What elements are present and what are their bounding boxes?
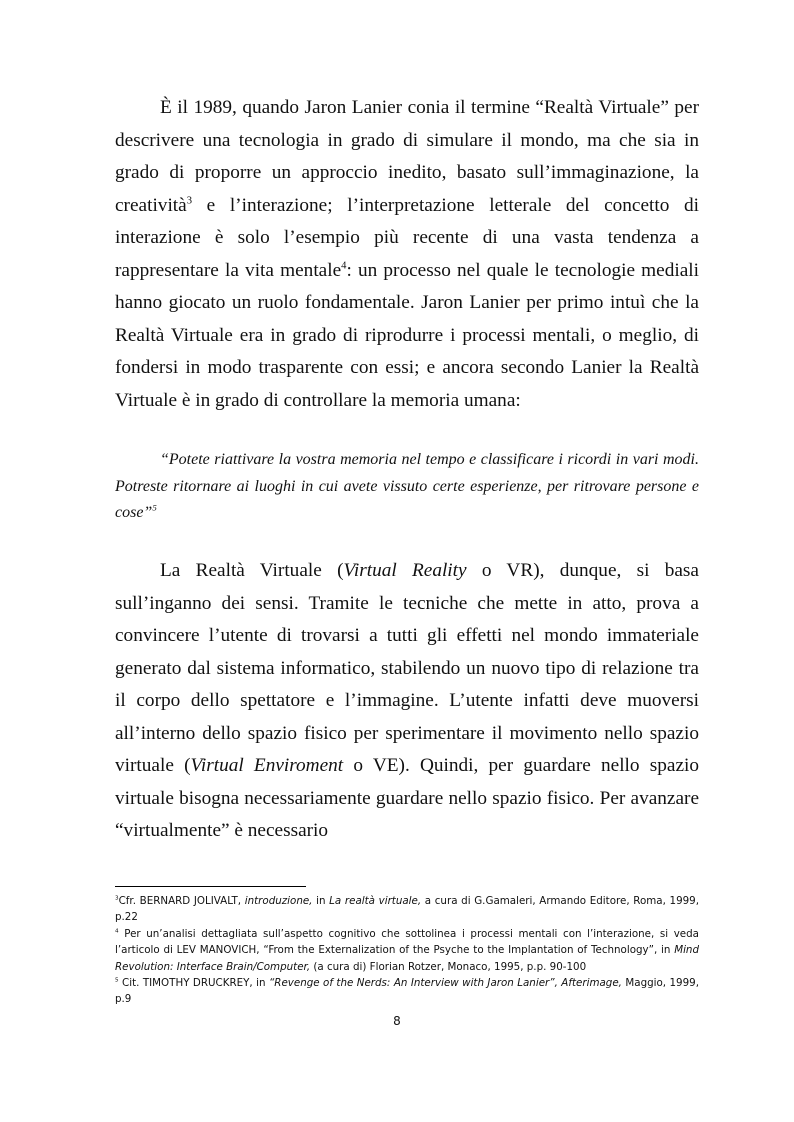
paragraph-2-text-c: o VE). Quindi, per guardare nello spazio virtuale bisogna necessariamente guardare nello spazio fisico. Per avanzare “virtualmente” è necessario: [115, 755, 699, 841]
block-quote: [115, 447, 699, 527]
footnote-4-text: (a cura di) Florian Rotzer, Monaco, 1995, p.p. 90-100: [310, 960, 587, 973]
footnote-4-text: Per un’analisi dettagliata sull’aspetto cognitivo che sottolinea i processi mentali con l’interazione, si veda l’articolo di LEV MANOVICH, “From the Externalization of the Psyche to the Implantation of Technology”, in: [115, 927, 699, 957]
footnote-3-italic: La realtà virtuale,: [329, 895, 422, 907]
footnote-3-number: 3: [115, 895, 119, 902]
footnote-separator: [115, 886, 306, 887]
footnote-5-text: Cit. TIMOTHY DRUCKREY, in: [118, 977, 269, 990]
page-number: 8: [393, 1014, 401, 1028]
paragraph-1: [115, 92, 699, 417]
paragraph-2-italic-virtual-environment: Virtual Enviroment: [190, 755, 344, 776]
footnote-ref-5[interactable]: 5: [152, 502, 157, 513]
footnote-ref-4[interactable]: 4: [341, 260, 347, 272]
footnote-5-italic: “Revenge of the Nerds: An Interview with Jaron Lanier”, Afterimage,: [268, 977, 622, 990]
footnote-4-number: 4: [115, 928, 119, 935]
paragraph-2-text-b: o VR), dunque, si basa sull’inganno dei sensi. Tramite le tecniche che mette in atto, prova a convincere l’utente di trovarsi a tutti gli effetti nel mondo immateriale generato dal sistema informatico, stabilendo un nuovo tipo di relazione tra il corpo dello spettatore e l’immagine. L’utente infatti deve muoversi all’interno dello spazio fisico per sperimentare il movimento nello spazio virtuale (: [115, 560, 699, 776]
paragraph-2-italic-virtual-reality: Virtual Reality: [343, 560, 467, 581]
footnote-3-text: in: [312, 895, 330, 907]
footnote-ref-3[interactable]: 3: [186, 195, 193, 207]
footnote-4-italic: Mind Revolution: Interface Brain/Computer,: [115, 944, 699, 973]
footnote-5-text: Maggio, 1999, p.9: [115, 977, 699, 1006]
footnote-3: [115, 893, 699, 926]
paragraph-1-text-a: È il 1989, quando Jaron Lanier conia il termine “Realtà Virtuale” per descrivere una tecnologia in grado di simulare il mondo, ma che sia in grado di proporre un approccio inedito, basato sull’immaginazione, la creatività: [115, 97, 699, 216]
footnote-3-text: Cfr. BERNARD JOLIVALT,: [118, 895, 245, 907]
block-quote-text: “Potete riattivare la vostra memoria nel tempo e classificare i ricordi in vari modi. Potreste ritornare ai luoghi in cui avete vissuto certe esperienze, per ritrovare persone e cose”: [115, 451, 699, 521]
footnote-3-text: a cura di G.Gamaleri, Armando Editore, Roma, 1999, p.22: [115, 895, 700, 924]
paragraph-2-text-a: La Realtà Virtuale (: [160, 560, 344, 581]
footnote-4: [115, 926, 699, 975]
paragraph-1-text-b: e l’interazione; l’interpretazione letterale del concetto di interazione è solo l’esempio più recente di una vasta tendenza a rappresentare la vita mentale: [115, 194, 699, 281]
footnote-5: [115, 975, 699, 1008]
footnotes: [115, 893, 699, 1008]
paragraph-2: [115, 555, 699, 848]
paragraph-1-text-c: : un processo nel quale le tecnologie mediali hanno giocato un ruolo fondamentale. Jaron Lanier per primo intuì che la Realtà Virtuale era in grado di riprodurre i processi mentali, o meglio, di fondersi in modo trasparente con essi; e ancora secondo Lanier la Realtà Virtuale è in grado di controllare la memoria umana:: [115, 259, 700, 411]
footnote-3-italic: introduzione,: [244, 895, 313, 907]
footnote-5-number: 5: [115, 977, 119, 984]
